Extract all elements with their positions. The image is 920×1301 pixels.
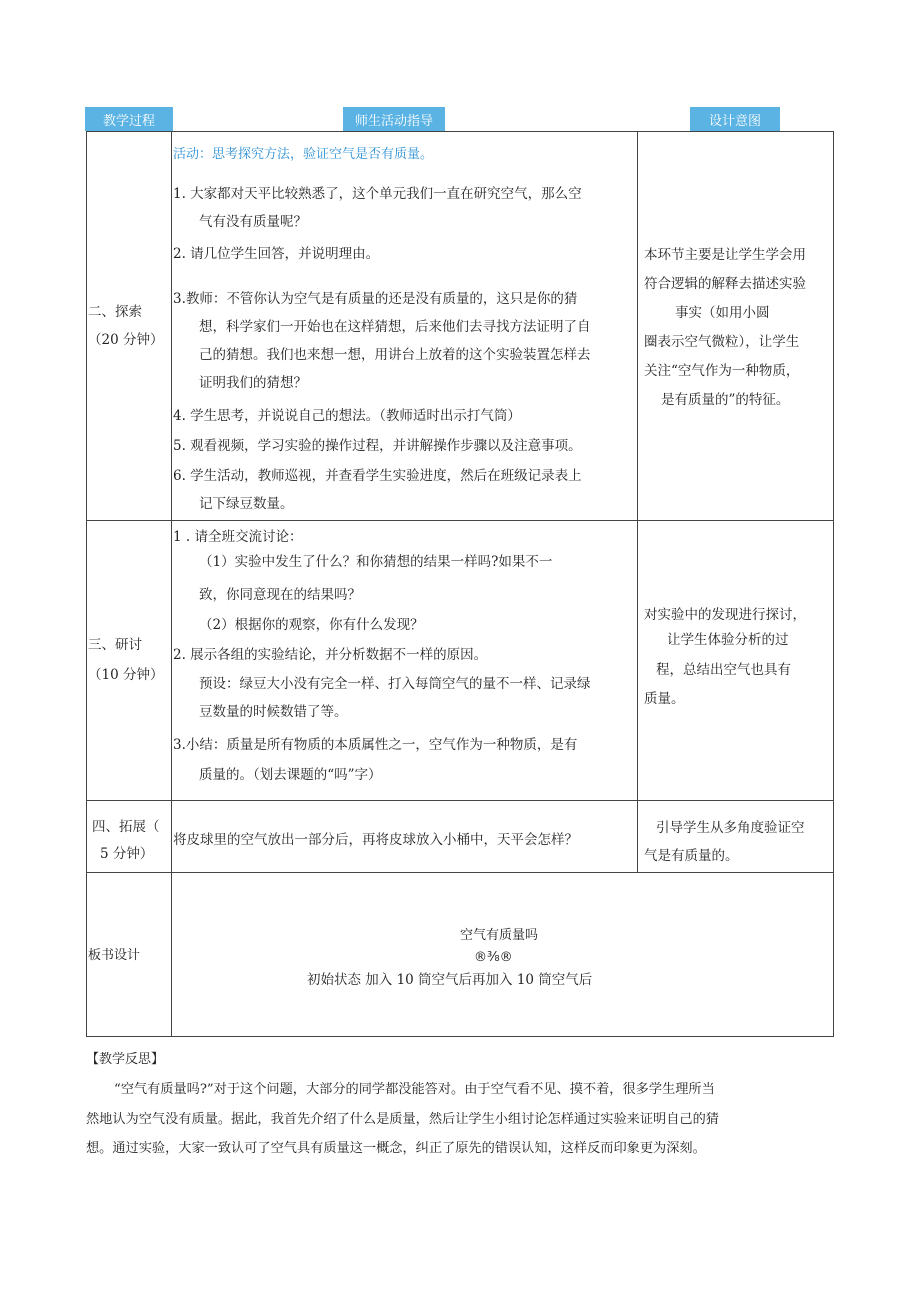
explore-title: 二、探索 xyxy=(88,304,142,320)
discuss-line-3: 致，你同意现在的结果吗？ xyxy=(199,587,361,603)
reflection-line-1: “空气有质量吗?”对于这个问题，大部分的同学都没能答对。由于空气看不见、摸不着，很多学生理所当 xyxy=(114,1082,715,1097)
explore-line-7: 证明我们的猜想？ xyxy=(199,375,307,391)
explore-line-9: 5. 观看视频，学习实验的操作过程，并讲解操作步骤以及注意事项。 xyxy=(173,438,582,454)
explore-line-11: 记下绿豆数量。 xyxy=(199,496,294,512)
discuss-line-9: 质量的。（划去课题的“吗”字） xyxy=(199,767,382,783)
explore-line-4: 3.教师：不管你认为空气是有质量的还是没有质量的，这只是你的猜 xyxy=(173,291,578,307)
header-teaching-process: 教学过程 xyxy=(85,107,173,131)
discuss-intent-2: 让学生体验分析的过 xyxy=(667,632,789,648)
discuss-line-2: （1）实验中发生了什么？和你猜想的结果一样吗?如果不一 xyxy=(199,554,553,570)
explore-intent-2: 符合逻辑的解释去描述实验 xyxy=(644,276,806,292)
extend-title: 四、拓展（ xyxy=(92,819,160,835)
explore-time: （20 分钟） xyxy=(88,332,164,348)
discuss-time: （10 分钟） xyxy=(88,667,164,683)
board-symbols: ®⅜® xyxy=(474,950,513,965)
board-states: 初始状态 加入 10 筒空气后再加入 10 筒空气后 xyxy=(307,972,593,988)
discuss-intent-4: 质量。 xyxy=(644,691,685,707)
explore-line-2: 气有没有质量呢？ xyxy=(199,214,307,230)
discuss-line-7: 豆数量的时候数错了等。 xyxy=(199,704,348,720)
discuss-line-5: 2. 展示各组的实验结论，并分析数据不一样的原因。 xyxy=(173,647,488,663)
extend-intent-2: 气是有质量的。 xyxy=(644,848,739,864)
discuss-intent-1: 对实验中的发现进行探讨， xyxy=(644,607,806,623)
extend-time: 5 分钟） xyxy=(100,846,154,862)
board-heading: 空气有质量吗 xyxy=(460,928,539,943)
header-design-intent: 设计意图 xyxy=(690,107,780,131)
explore-intent-3: 事实（如用小圆 xyxy=(675,305,770,321)
explore-line-3: 2. 请几位学生回答，并说明理由。 xyxy=(173,246,380,262)
explore-intent-4: 圈表示空气微粒），让学生 xyxy=(644,334,800,350)
discuss-line-4: （2）根据你的观察，你有什么发现？ xyxy=(199,617,424,633)
explore-line-1: 1. 大家都对天平比较熟悉了，这个单元我们一直在研究空气，那么空 xyxy=(173,186,582,202)
header-activity-guide: 师生活动指导 xyxy=(343,107,445,131)
discuss-line-6: 预设：绿豆大小没有完全一样、打入每筒空气的量不一样、记录绿 xyxy=(199,676,591,692)
reflection-line-3: 想。通过实验，大家一致认可了空气具有质量这一概念，纠正了原先的错误认知，这样反而印象更为深刻。 xyxy=(86,1141,706,1156)
discuss-line-1: 1 . 请全班交流讨论： xyxy=(173,529,303,545)
reflection-title: 【教学反思】 xyxy=(86,1052,165,1067)
explore-line-10: 6. 学生活动，教师巡视，并查看学生实验进度，然后在班级记录表上 xyxy=(173,468,582,484)
board-title: 板书设计 xyxy=(88,948,141,963)
explore-intent-5: 关注“空气作为一种物质， xyxy=(644,363,800,379)
extend-intent-1: 引导学生从多角度验证空 xyxy=(656,820,805,836)
explore-activity-title: 活动：思考探究方法，验证空气是否有质量。 xyxy=(173,147,434,162)
discuss-intent-3: 程，总结出空气也具有 xyxy=(656,662,791,678)
explore-line-8: 4. 学生思考，并说说自己的想法。（教师适时出示打气筒） xyxy=(173,408,521,424)
discuss-line-8: 3.小结：质量是所有物质的本质属性之一，空气作为一种物质，是有 xyxy=(173,737,578,753)
reflection-line-2: 然地认为空气没有质量。据此，我首先介绍了什么是质量，然后让学生小组讨论怎样通过实验来证明自己的猜 xyxy=(86,1112,719,1127)
explore-intent-1: 本环节主要是让学生学会用 xyxy=(644,247,806,263)
explore-line-6: 己的猜想。我们也来想一想，用讲台上放着的这个实验装置怎样去 xyxy=(199,347,591,363)
extend-content: 将皮球里的空气放出一部分后，再将皮球放入小桶中，天平会怎样？ xyxy=(173,832,578,848)
explore-line-5: 想，科学家们一开始也在这样猜想，后来他们去寻找方法证明了自 xyxy=(199,319,591,335)
explore-intent-6: 是有质量的”的特征。 xyxy=(661,392,790,408)
discuss-title: 三、研讨 xyxy=(88,637,142,653)
